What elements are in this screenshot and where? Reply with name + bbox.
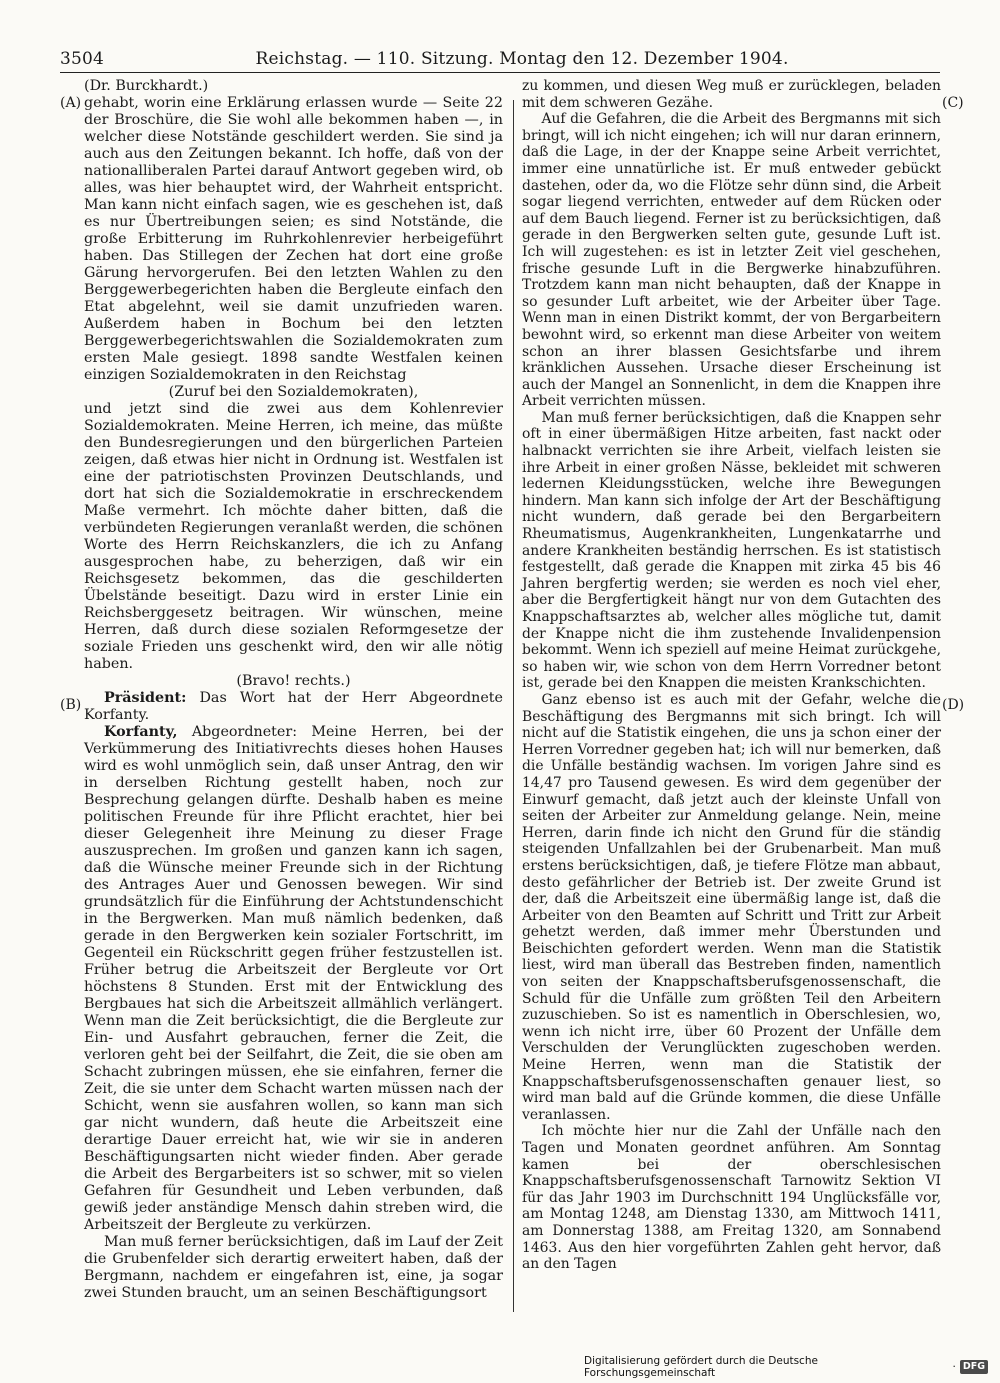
margin-marker-a: (A) (60, 95, 82, 111)
page-number: 3504 (60, 49, 105, 69)
interjection: (Zuruf bei den Sozialdemokraten), (168, 384, 419, 400)
page-header (60, 44, 940, 74)
statement-text: Das Wort hat der Herr Abgeordnete Korfanty. (84, 690, 503, 723)
speaker-note: (Dr. Burckhardt.) (84, 78, 209, 94)
interjection: (Bravo! rechts.) (236, 673, 351, 689)
statement-text: Abgeordneter: Meine Herren, bei der Verkümmerung des Initiativrechts dieses hohen Hauses wird es wohl unmöglich sein, daß unser Antrag, den wir in derselben Richtung gestellt haben, noch zur Besprechung gelangen dürfte. Deshalb haben es meine politischen Freunde für ihre Pflicht erachtet, hier bei dieser Gelegenheit ihre Meinung zu dieser Frage auszusprechen. Im großen und ganzen kann ich sagen, daß die Wünsche meiner Freunde sich in der Richtung des Antrages Auer und Genossen bewegen. Wir sind grundsätzlich für die Einführung der Achtstundenschicht in the Bergwerken. Man muß nämlich bedenken, daß gerade in den Bergwerken kein sozialer Fortschritt, im Gegenteil ein Rückschritt gegen früher festzustellen ist. Früher betrug die Arbeitszeit der Bergleute vor Ort höchstens 8 Stunden. Erst mit der Entwicklung des Bergbaues hat sich die Arbeitszeit allmählich verlängert. Wenn man die Zeit berücksichtigt, die die Bergleute zur Ein- und Ausfahrt gebrauchen, ferner die Zeit, die verloren geht bei der Seilfahrt, die Zeit, die sie oben am Schacht zubringen müssen, ehe sie einfahren, ferner die Zeit, die sie unter dem Schacht warten müssen nach der Schicht, wenn sie ausfahren wollen, so kann man sich gar nicht wundern, daß heute die Arbeitszeit eine derartige Dauer erreicht hat, wie wir sie in anderen Beschäftigungsarten nicht wieder finden. Aber gerade die Arbeit des Bergarbeiters ist so schwer, mit so vielen Gefahren für Gesundheit und Leben verbunden, daß gewiß jeder anständige Mensch dahin streben wird, die Arbeitszeit der Bergleute zu verkürzen. (84, 724, 503, 1233)
paragraph: gehabt, worin eine Erklärung erlassen wurde — Seite 22 der Broschüre, die Sie wohl alle bekommen haben —, in welcher diese Notstände geschildert werden. Sie sind ja auch aus den Zeitungen bekannt. Ich hoffe, daß von der nationalliberalen Partei darauf Antwort gegeben wird, ob alles, was hier behauptet wird, der Wahrheit entspricht. Man kann nicht einfach sagen, wie es geschehen ist, daß es nur Übertreibungen seien; es sind Notstände, die große Erbitterung im Ruhrkohlenrevier herbeigeführt haben. Das Stillegen der Zechen hat dort eine große Gärung hervorgerufen. Bei den letzten Wahlen zu den Berggewerbegerichten haben die Bergleute einfach den Etat abgelehnt, weil sie damit unzufrieden waren. Außerdem haben in Bochum bei den letzten Berggewerbegerichtswahlen die Sozialdemokraten zum ersten Male gesiegt. 1898 sandte Westfalen keinen einzigen Sozialdemokraten in den Reichstag (84, 95, 503, 383)
korfanty-statement (84, 724, 503, 1234)
paragraph: und jetzt sind die zwei aus dem Kohlenrevier Sozialdemokraten. Meine Herren, ich meine, das müßte den Bundesregierungen und den bürgerlichen Parteien zeigen, daß etwas hier nicht in Ordnung ist. Westfalen ist eine der patriotischsten Provinzen Deutschlands, und dort hat sich die Sozialdemokratie in erschreckendem Maße vermehrt. Ich möchte daher bitten, daß die verbündeten Regierungen veranlaßt werden, die schönen Worte des Herrn Reichskanzlers, die ich zu Anfang ausgesprochen habe, zu beherzigen, daß wir ein Reichsgesetz bekommen, das die geschilderten Übelstände beseitigt. Dazu wird in erster Linie ein Reichsberggesetz beitragen. Wir wünschen, meine Herren, daß durch diese sozialen Reformgesetze der soziale Frieden uns geschenkt wird, den wir alle nötig haben. (84, 401, 503, 672)
left-column (84, 78, 503, 1302)
right-column (522, 78, 941, 1273)
footer-text: Digitalisierung gefördert durch die Deutsche Forschungsgemeinschaft (584, 1355, 818, 1379)
paragraph: Ganz ebenso ist es auch mit der Gefahr, welche die Beschäftigung des Bergmanns mit sich bringt. Ich will nicht auf die Statistik eingehen, die uns ja schon einer der Herren Vorredner gegeben hat; ich will nur bemerken, daß die Unfälle beständig wachsen. Im vorigen Jahre sind es 14,47 pro Tausend gewesen. Es wird dem gegenüber der Einwurf gemacht, daß jetzt auch der kleinste Unfall von seiten der Arbeiter zur Anmeldung gelange. Nein, meine Herren, darin finde ich nicht den Grund für die ständig steigenden Unfallzahlen bei der Grubenarbeit. Man muß erstens berücksichtigen, daß, je tiefere Flötze man abbaut, desto gefährlicher der Betrieb ist. Der zweite Grund ist der, daß die Arbeitszeit eine übermäßig lange ist, daß die Arbeiter von den Beamten auf Schritt und Tritt zur Arbeit gehetzt werden, daß immer mehr Überstunden und Beischichten gefordert werden. Wenn man die Statistik liest, wird man überall das Bestreben finden, namentlich von seiten der Knappschaftsberufsgenossenschaft, die Schuld für die Unfälle zum größten Teil den Arbeitern zuzuschieben. So ist es namentlich in Oberschlesien, wo, wenn ich nicht irre, über 60 Prozent der Unfälle dem Verschulden der Verunglückten zugeschoben werden. Meine Herren, wenn man die Statistik der Knappschaftsberufsgenossenschaften genauer liest, so wird man bald auf die Gründe kommen, die diese Unfälle veranlassen. (522, 691, 941, 1123)
president-statement (84, 690, 503, 724)
paragraph: Ich möchte hier nur die Zahl der Unfälle nach den Tagen und Monaten geordnet anführen. Am Sonntag kamen bei der oberschlesischen Knappschaftsberufsgenossenschaft Tarnowitz Sektion VI für das Jahr 1903 im Durchschnitt 194 Unglücksfälle vor, am Montag 1248, am Dienstag 1330, am Mittwoch 1411, am Donnerstag 1388, am Freitag 1320, am Sonnabend 1463. Aus den hier vorgeführten Zahlen geht hervor, daß an den Tagen (522, 1123, 941, 1273)
margin-marker-d: (D) (942, 697, 965, 713)
paragraph: Man muß ferner berücksichtigen, daß im Lauf der Zeit die Grubenfelder sich derartig erweitert haben, daß der Bergmann, nachdem er eingefahren ist, eine, ja sogar zwei Stunden braucht, um an seinen Beschäftigungsort (84, 1234, 503, 1301)
paragraph: Auf die Gefahren, die die Arbeit des Bergmanns mit sich bringt, will ich nicht eingehen; ich will nur daran erinnern, daß die Lage, in der der Knappe seine Arbeit verrichtet, immer eine unnatürliche ist. Er muß entweder gebückt dastehen, oder da, wo die Flötze sehr dünn sind, die Arbeit sogar liegend verrichten, entweder auf dem Rücken oder auf dem Bauch liegend. Ferner ist zu berücksichtigen, daß gerade in den Bergwerken selten gute, gesunde Luft ist. Ich will zugestehen: es ist in letzter Zeit viel geschehen, frische gesunde Luft in die Bergwerke hinabzuführen. Trotzdem kann man nicht behaupten, daß der Knappe in so gesunder Luft arbeitet, wie der Arbeiter über Tage. Wenn man in einen Distrikt kommt, der von Bergarbeitern bewohnt wird, so erkennt man diese Arbeiter von weitem schon an ihrer blassen Gesichtsfarbe und ihrem kränklichen Aussehen. Ursache dieser Erscheinung ist auch der Mangel an Sonnenlicht, in dem die Knappen ihre Arbeit verrichten müssen. (522, 111, 941, 410)
dfg-logo-icon: DFG (960, 1360, 988, 1374)
margin-marker-c: (C) (942, 95, 964, 111)
paragraph: Man muß ferner berücksichtigen, daß die Knappen sehr oft in einer übermäßigen Hitze arbeiten, fast nackt oder halbnackt verrichten sie ihre Arbeit, vielfach leisten sie ihre Arbeit in einer großen Nässe, bekleidet mit schweren ledernen Kleidungsstücken, welche ihre Bewegungen hindern. Man kann sich infolge der Art der Beschäftigung nicht wundern, daß gerade bei den Bergarbeitern Rheumatismus, Augenkrankheiten, Lungenkatarrhe und andere Krankheiten beständig herrschen. Es ist statistisch festgestellt, daß gerade die Knappen mit zirka 45 bis 46 Jahren bergfertig werden; sie werden es noch viel eher, aber die Bergfertigkeit hängt nur von dem Gutachten des Knappschaftsarztes ab, welcher alles mögliche tut, damit der Knappe nicht die ihm zustehende Invalidenpension bekommt. Wenn ich speziell auf meine Heimat zurückgehe, so haben wir, wie schon von dem Herrn Vorredner betont ist, gerade bei den Knappen die meisten Krankschichten. (522, 409, 941, 692)
paragraph: zu kommen, und diesen Weg muß er zurücklegen, beladen mit dem schweren Gezähe. (522, 78, 941, 111)
header-rule (60, 72, 940, 73)
column-divider (513, 100, 514, 1312)
digitization-footer (584, 1355, 988, 1379)
margin-marker-b: (B) (60, 697, 82, 713)
speaker-label: Korfanty, (104, 724, 178, 740)
speaker-label: Präsident: (104, 690, 187, 706)
footer-separator: · (952, 1361, 956, 1373)
page-title: Reichstag. — 110. Sitzung. Montag den 12. Dezember 1904. (255, 49, 789, 69)
